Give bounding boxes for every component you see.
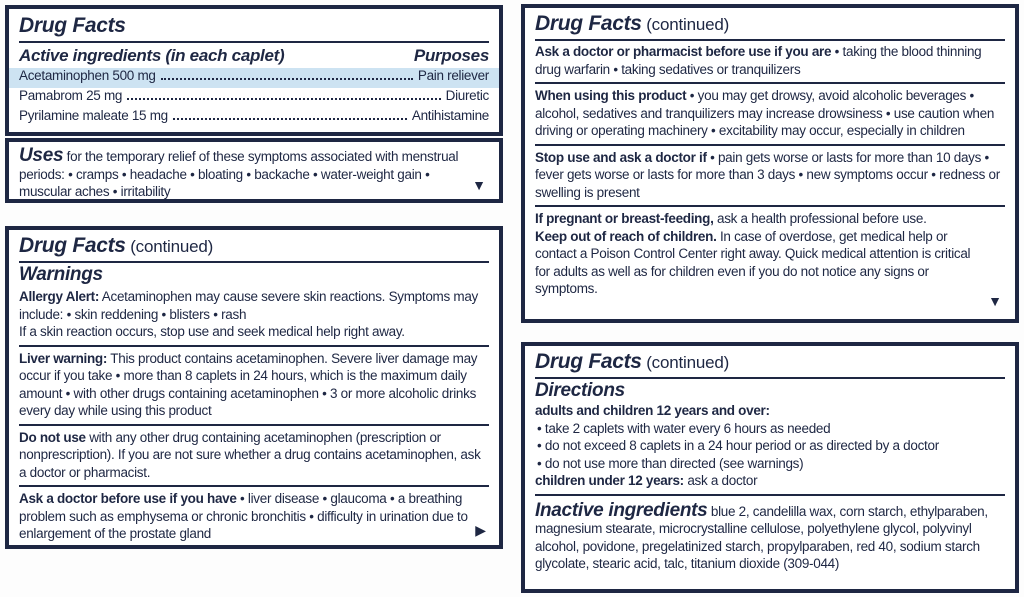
continue-down-arrow-icon: ▼ [988, 293, 1002, 309]
ask-pharmacist-section [525, 41, 1015, 81]
ask-pharmacist-text: • taking the blood thinning drug warfarin • taking sedatives or tranquilizers [535, 44, 982, 77]
uses-label: Uses [19, 145, 64, 166]
ingredient-name: Acetaminophen 500 mg [19, 68, 156, 83]
ask-pharmacist-lead: Ask a doctor or pharmacist before use if you are [535, 44, 832, 59]
drug-facts-title: Drug Facts [535, 350, 642, 373]
dotted-leader [127, 98, 441, 100]
inactive-ingredients-text: blue 2, candelilla wax, corn starch, ethylparaben, magnesium stearate, microcrystalline cellulose, polyethylene glycol, polyvinyl alcohol, povidone, pregelatinized starch, propylparaben, red 40, sodium starch glycolate, stearic acid, talc, titanium dioxide (309-044) [535, 503, 988, 571]
stop-use-lead: Stop use and ask a doctor if [535, 149, 707, 165]
table-row [9, 88, 499, 108]
allergy-text: Acetaminophen may cause severe skin reactions. Symptoms may include: • skin reddening • blisters • rash [19, 289, 479, 322]
panel-heading [9, 9, 499, 39]
inactive-ingredients-section [525, 497, 1015, 576]
continue-right-arrow-icon: ▶ [475, 522, 486, 538]
ingredient-name: Pyrilamine maleate 15 mg [19, 108, 168, 123]
section-divider [535, 144, 1005, 146]
continued-label: (continued) [641, 353, 730, 372]
keep-out-text: In case of overdose, get medical help or contact a Poison Control Center right away. Quick medical attention is critical for adults as well as for children even if you do not notice any signs or symptoms. [535, 228, 971, 296]
inactive-ingredients-label: Inactive ingredients [535, 499, 708, 521]
ingredient-purpose: Pain reliever [417, 68, 489, 83]
dotted-leader [173, 118, 407, 120]
panel-directions [521, 342, 1019, 593]
when-using-section [525, 85, 1015, 143]
section-divider [19, 485, 489, 487]
stop-use-section [525, 147, 1015, 205]
directions-section [525, 402, 1015, 493]
when-using-lead: When using this product [535, 88, 687, 103]
table-row [9, 68, 499, 88]
do-not-use-lead: Do not use [19, 429, 86, 445]
children-dosage-text: ask a doctor [683, 473, 758, 488]
pregnancy-section [525, 208, 1015, 301]
continue-down-arrow-icon: ▼ [472, 177, 486, 193]
ask-doctor-text: • liver disease • glaucoma • a breathing problem such as emphysema or chronic bronchitis • difficulty in urination due to enlargement of the prostate gland [19, 491, 468, 541]
keep-out-lead: Keep out of reach of children. [535, 228, 717, 244]
children-dosage [535, 472, 1005, 490]
panel-uses [5, 138, 503, 203]
allergy-line2: If a skin reaction occurs, stop use and seek medical help right away. [19, 324, 405, 339]
dotted-leader [161, 78, 413, 80]
ask-doctor-lead: Ask a doctor before use if you have [19, 491, 237, 506]
warnings-heading: Warnings [19, 264, 103, 285]
drug-facts-title: Drug Facts [19, 234, 126, 257]
do-not-use-section [9, 427, 499, 485]
panel-active-ingredients [5, 5, 503, 136]
ingredients-table-header [9, 43, 499, 68]
pregnant-paragraph [535, 210, 985, 228]
table-row [9, 108, 499, 128]
col-purposes: Purposes [413, 46, 489, 65]
panel-heading [9, 230, 499, 259]
uses-text: for the temporary relief of these symptoms associated with menstrual periods: • cramps • headache • bloating • backache • water-weight gain • muscular aches • irritability [19, 149, 459, 199]
allergy-lead: Allergy Alert: [19, 289, 100, 304]
dosage-bullet-list [535, 420, 1005, 473]
continued-label: (continued) [125, 237, 214, 256]
allergy-paragraph [19, 288, 489, 323]
dosage-bullet: • take 2 caplets with water every 6 hours as needed [537, 420, 831, 436]
directions-heading: Directions [535, 380, 625, 401]
panel-heading [525, 8, 1015, 37]
panel-more-warnings [521, 4, 1019, 323]
dosage-bullet: • do not exceed 8 caplets in a 24 hour period or as directed by a doctor [537, 438, 939, 453]
continued-label: (continued) [641, 15, 730, 34]
when-using-text: • you may get drowsy, avoid alcoholic beverages • alcohol, sedatives and tranquilizers may increase drowsiness • use caution when driving or operating machinery • excitability may occur, especially in children [535, 88, 995, 138]
ingredient-purpose: Antihistamine [411, 108, 489, 123]
panel-warnings [5, 226, 503, 549]
children-dosage-lead: children under 12 years: [535, 473, 684, 488]
allergy-alert-section [9, 286, 499, 344]
stop-use-text: • pain gets worse or lasts for more than 10 days • fever gets worse or lasts for more than 3 days • new symptoms occur • redness or swelling is present [535, 149, 1000, 200]
section-divider [19, 345, 489, 347]
liver-text: This product contains acetaminophen. Severe liver damage may occur if you take • more than 8 caplets in 24 hours, which is the maximum daily amount • with other drugs containing acetaminophen • 3 or more alcoholic drinks every day while using this product [19, 350, 478, 418]
uses-paragraph [9, 142, 499, 203]
do-not-use-text: with any other drug containing acetaminophen (prescription or nonprescription). If you are not sure whether a drug contains acetaminophen, ask a doctor or pharmacist. [19, 429, 481, 480]
section-divider [535, 494, 1005, 496]
adults-dosage-label: adults and children 12 years and over: [535, 403, 770, 418]
pregnant-lead: If pregnant or breast-feeding, [535, 211, 714, 226]
liver-warning-section [9, 348, 499, 423]
ingredient-name: Pamabrom 25 mg [19, 88, 123, 103]
ask-doctor-section [9, 488, 499, 546]
pregnant-text: ask a health professional before use. [713, 211, 927, 226]
dosage-bullet: • do not use more than directed (see warnings) [537, 455, 804, 471]
ingredient-purpose: Diuretic [445, 88, 489, 103]
section-divider [535, 205, 1005, 207]
panel-heading [525, 346, 1015, 375]
drug-facts-title: Drug Facts [535, 12, 642, 35]
section-divider [19, 424, 489, 426]
liver-lead: Liver warning: [19, 350, 108, 366]
section-divider [535, 82, 1005, 84]
keep-out-paragraph [535, 228, 985, 298]
col-active-ingredients: Active ingredients (in each caplet) [19, 46, 285, 65]
drug-facts-title: Drug Facts [19, 14, 126, 37]
